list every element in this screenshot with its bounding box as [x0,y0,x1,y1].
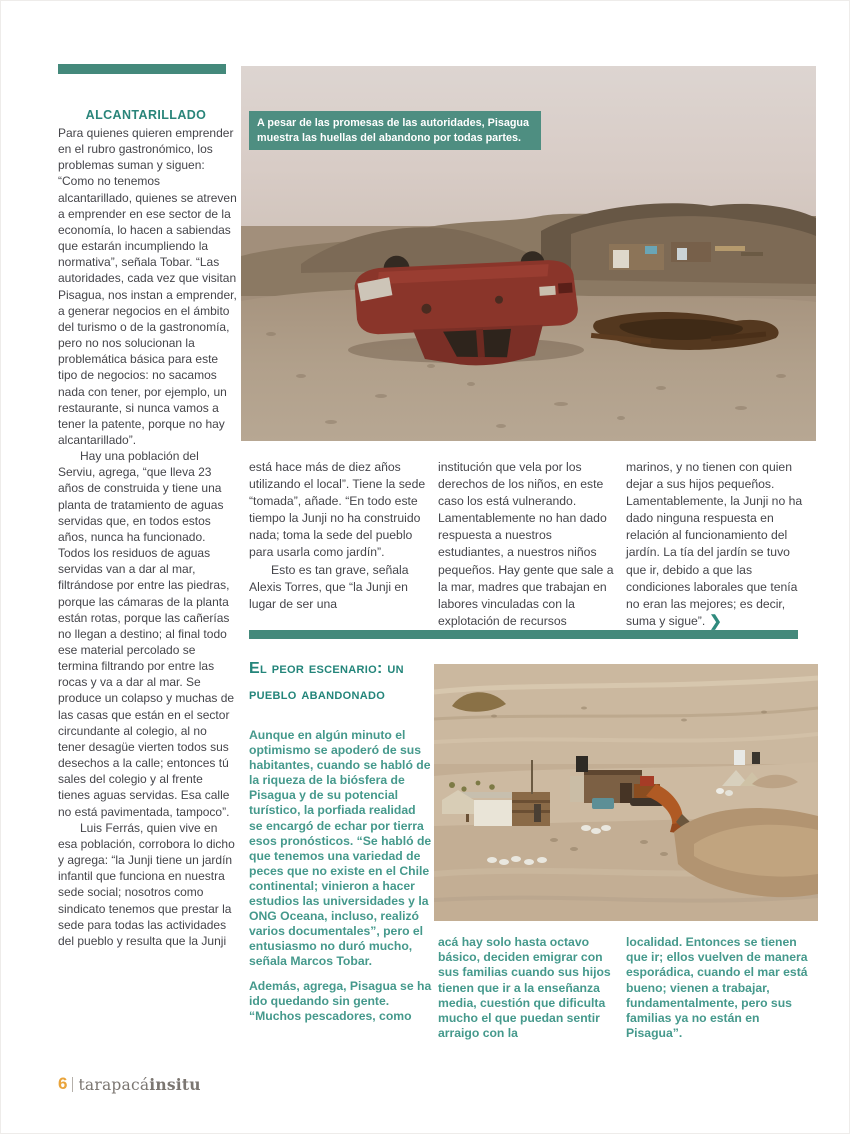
left-column-heading: ALCANTARILLADO [85,108,207,122]
magazine-name-bold: insitu [149,1074,201,1094]
photo-abandoned-car [241,66,816,441]
page-footer [58,1074,201,1094]
section-divider-bar [249,630,798,639]
left-column-text [58,125,237,949]
section-heading-line-2: pueblo abandonado [249,686,386,703]
bottom-column-1 [438,935,623,1041]
article-column-3 [626,459,812,630]
section-heading-line-1: El peor escenario: un [249,660,404,677]
bottom-column-2 [626,935,819,1041]
paragraph-alcantarillado-2: Hay una población del Serviu, agrega, “que lleva 23 años de construida y tiene una planta de tratamiento de aguas servidas que, en todos estos años, nunca ha funcionado. Todos los residuos de aguas servidas van a dar al mar, filtrándose por entre las piedras, porque las cámaras de la planta están rotas, porque las cañerías no llegan a destino; al final todo ese material percolado se termina filtrando por entre las rocas y va a dar al mar. Se produce un colapso y muchas de las casas que están en el sector circundante al colegio, al no tener desagüe vierten todos sus desechos a la calle; entonces tú sales del colegio y al frente tienes aguas servidas. Esa calle no está pavimentada, tampoco”. [58,449,235,819]
magazine-name [78,1075,200,1094]
paragraph: localidad. Entonces se tienen que ir; ellos vuelven de manera esporádica, cuando el mar está bueno; vienen a trabajar, fundamentalmente, pero sus familias ya no están en Pisagua”. [626,935,808,1041]
photo-caption: A pesar de las promesas de las autoridades, Pisagua muestra las huellas del abandono por todas partes. [249,111,541,150]
accent-bar [58,64,226,74]
section-body [249,728,432,1033]
paragraph-text: marinos, y no tienen con quien dejar a sus hijos pequeños. Lamentablemente, la Junji no ha dado ninguna respuesta en relación al funcionamiento del jardín. La tía del jardín se tuvo que ir, debido a que las condiciones laborales que tenía no eran las mejores; es decir, suma y sigue”. [626,460,803,628]
paragraph-alcantarillado-1: Para quienes quieren emprender en el rubro gastronómico, los problemas suman y siguen: “Como no tenemos alcantarillado, quienes se atreven a emprender en ese sector de la economía, lo hacen a sabiendas que estarán incumpliendo la normativa”, señala Tobar. “Las autoridades, cada vez que visitan Pisagua, nos instan a emprender, a generar negocios en el ámbito del turismo o de la gastronomía, pero no nos solucionan la problemática básica para este tipo de negocios: no sacamos nada con tener, por ejemplo, un restaurante, si nunca vamos a tener la patente, porque no hay alcantarillado”. [58,126,237,447]
page-number: 6 [58,1074,68,1093]
section-heading [249,656,449,708]
magazine-name-light: tarapacá [78,1075,150,1094]
paragraph: está hace más de diez años utilizando el local”. Tiene la sede “tomada”, añade. “En todo este tiempo la Junji no ha construido nada; toma la sede del pueblo para usarla como jardín”. [249,460,426,560]
photo-abandoned-camp-illustration [434,664,818,921]
article-column-1 [249,459,430,613]
paragraph: institución que vela por los derechos de los niños, en este caso los está vulnerando. Lamentablemente no han dado respuesta a nuestros estudiantes, a nuestros niños pequeños. Hay gente que sale a la mar, madres que trabajan en labores vinculadas con la explotación de recursos [438,460,614,628]
paragraph: Esto es tan grave, señala Alexis Torres, que “la Junji en lugar de ser una [249,562,409,611]
paragraph: acá hay solo hasta octavo básico, deciden emigrar con sus familias cuando sus hijos tienen que ir a la enseñanza media, cuestión que dificulta mucho el que puedan sentir arraigo con la [438,935,611,1041]
footer-divider [72,1077,73,1092]
photo-abandoned-camp [434,664,818,921]
paragraph-section2-2: Además, agrega, Pisagua se ha ido quedando sin gente. “Muchos pescadores, como [249,978,432,1023]
continuation-chevron-icon: ❯ [709,612,722,630]
article-column-2 [438,459,619,630]
paragraph-alcantarillado-3: Luis Ferrás, quien vive en esa población, corrobora lo dicho y agrega: “la Junji tiene un jardín infantil que funciona en nuestra sede social; nosotros como sindicato tenemos que prestar la sede para todas las actividades del pueblo y resulta que la Junji [58,820,235,948]
paragraph [626,459,812,630]
paragraph-section2-1: Aunque en algún minuto el optimismo se apoderó de sus habitantes, cuando se habló de la riqueza de la biósfera de Pisagua y de su potencial turístico, la porfiada realidad se encargó de echar por tierra esos pronósticos. “Se habló de que tenemos una variedad de peces que no existe en el Chile continental; vinieron a hacer estudios las universidades y la ONG Oceana, incluso, realizó varios documentales”, pero el entusiasmo no duró mucho, señala Marcos Tobar. [249,728,432,969]
